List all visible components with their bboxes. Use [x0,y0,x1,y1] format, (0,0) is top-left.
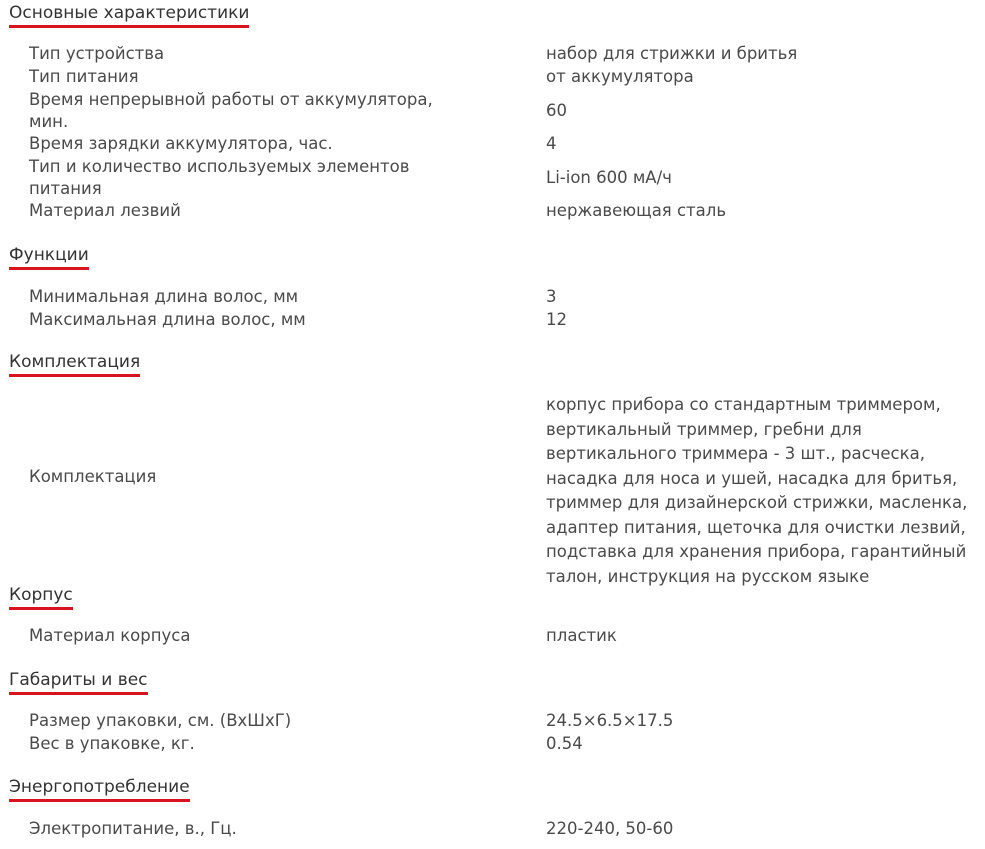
spec-label-power-type: Тип питания [29,67,139,86]
spec-label-blade-material: Материал лезвий [29,201,181,220]
spec-value-package-weight: 0.54 [546,734,583,753]
spec-value-power-supply: 220-240, 50-60 [546,819,674,838]
spec-value-blade-material: нержавеющая сталь [546,201,727,220]
spec-label-battery-runtime: Время непрерывной работы от аккумулятора, мин. [29,90,433,131]
spec-value-device-type: набор для стрижки и бритья [546,44,798,63]
spec-value-min-hair-length: 3 [546,287,557,306]
spec-value-package-contents: корпус прибора со стандартным триммером, вертикальный триммер, гребни для вертикального триммера - 3 шт., расческа, насадка для носа и ушей, насадка для бритья, триммер для дизайнерской стрижки, масленка, адаптер питания, щеточка для очистки лезвий, подставка для хранения прибора, гарантийный талон, инструкция на русском языке [546,395,968,586]
section-title-power: Энергопотребление [9,776,190,802]
section-title-functions: Функции [9,244,89,270]
spec-value-charge-time: 4 [546,134,557,153]
spec-label-package-contents: Комплектация [29,467,157,486]
spec-value-power-cells: Li-ion 600 мА/ч [546,168,672,187]
spec-value-body-material: пластик [546,626,617,645]
spec-value-package-size: 24.5×6.5×17.5 [546,711,674,730]
spec-label-power-supply: Электропитание, в., Гц. [29,819,237,838]
spec-label-body-material: Материал корпуса [29,626,191,645]
spec-label-min-hair-length: Минимальная длина волос, мм [29,287,299,306]
section-title-dimensions: Габариты и вес [9,669,148,695]
spec-value-power-type: от аккумулятора [546,67,694,86]
spec-label-max-hair-length: Максимальная длина волос, мм [29,310,306,329]
spec-value-max-hair-length: 12 [546,310,567,329]
spec-label-package-weight: Вес в упаковке, кг. [29,734,195,753]
section-title-package: Комплектация [9,351,140,377]
spec-value-battery-runtime: 60 [546,101,567,120]
section-title-body: Корпус [9,584,73,610]
spec-label-power-cells: Тип и количество используемых элементов питания [29,157,410,198]
spec-label-package-size: Размер упаковки, см. (ВхШхГ) [29,711,292,730]
spec-label-charge-time: Время зарядки аккумулятора, час. [29,134,333,153]
spec-label-device-type: Тип устройства [29,44,165,63]
section-title-main: Основные характеристики [9,2,249,28]
